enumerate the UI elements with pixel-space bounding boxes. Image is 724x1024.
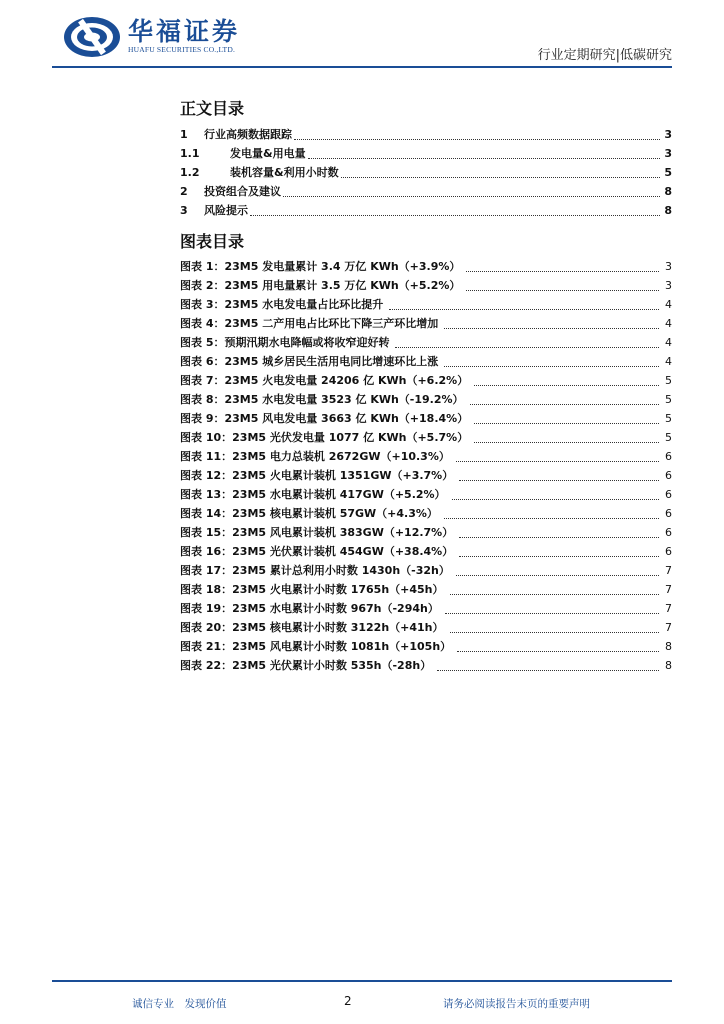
figure-list-item[interactable]	[180, 276, 672, 295]
figure-list-item[interactable]	[180, 485, 672, 504]
figure-list-item[interactable]	[180, 599, 672, 618]
dot-leader	[474, 441, 659, 443]
toc-item-number: 2	[180, 185, 188, 198]
dot-leader	[459, 479, 659, 481]
dot-leader	[445, 612, 659, 614]
figure-item-page: 6	[665, 545, 672, 558]
figure-item-page: 4	[665, 317, 672, 330]
footer-slogan: 诚信专业 发现价值	[132, 998, 227, 1010]
dot-leader	[459, 555, 659, 557]
figure-item-page: 6	[665, 507, 672, 520]
figures-heading: 图表目录	[180, 232, 245, 251]
brand-name: 华福证券	[128, 17, 241, 46]
toc-item-page: 3	[664, 128, 672, 141]
page-number: 2	[344, 994, 352, 1008]
figure-item-title: 图表 22：23M5 光伏累计小时数 535h（-28h）	[180, 659, 432, 672]
dot-leader	[466, 270, 659, 272]
figure-item-title: 图表 4：23M5 二产用电占比环比下降三产环比增加	[180, 317, 439, 330]
figure-list-item[interactable]	[180, 523, 672, 542]
figure-list-item[interactable]	[180, 333, 672, 352]
figure-item-title: 图表 21：23M5 风电累计小时数 1081h（+105h）	[180, 640, 452, 653]
figure-list-item[interactable]	[180, 542, 672, 561]
figure-list-item[interactable]	[180, 428, 672, 447]
figure-item-title: 图表 1：23M5 发电量累计 3.4 万亿 KWh（+3.9%）	[180, 260, 461, 273]
toc-item-number: 1.2	[180, 166, 200, 179]
dot-leader	[474, 422, 659, 424]
toc-item-title: 装机容量&利用小时数	[230, 166, 339, 179]
contents-list	[180, 125, 672, 220]
huafu-logo-icon	[62, 14, 122, 60]
figure-item-title: 图表 10：23M5 光伏发电量 1077 亿 KWh（+5.7%）	[180, 431, 469, 444]
figure-list-item[interactable]	[180, 257, 672, 276]
dot-leader	[474, 384, 659, 386]
dot-leader	[294, 138, 660, 140]
dot-leader	[341, 176, 660, 178]
dot-leader	[459, 536, 659, 538]
dot-leader	[308, 157, 660, 159]
figure-item-title: 图表 11：23M5 电力总装机 2672GW（+10.3%）	[180, 450, 450, 463]
figure-item-page: 3	[665, 279, 672, 292]
page-header	[0, 0, 724, 70]
toc-item-page: 3	[664, 147, 672, 160]
figure-list-item[interactable]	[180, 371, 672, 390]
figure-item-title: 图表 5：预期汛期水电降幅或将收窄迎好转	[180, 336, 390, 349]
figure-item-title: 图表 8：23M5 水电发电量 3523 亿 KWh（-19.2%）	[180, 393, 464, 406]
figure-list-item[interactable]	[180, 637, 672, 656]
report-type: 行业定期研究|低碳研究	[537, 48, 672, 63]
figure-list-item[interactable]	[180, 656, 672, 675]
toc-item-title: 发电量&用电量	[230, 147, 306, 160]
figure-item-title: 图表 19：23M5 水电累计小时数 967h（-294h）	[180, 602, 439, 615]
toc-item-title: 行业高频数据跟踪	[204, 128, 292, 141]
toc-item[interactable]	[180, 144, 672, 163]
dot-leader	[456, 574, 659, 576]
dot-leader	[437, 669, 659, 671]
dot-leader	[250, 214, 660, 216]
figure-item-title: 图表 15：23M5 风电累计装机 383GW（+12.7%）	[180, 526, 454, 539]
figure-item-page: 6	[665, 488, 672, 501]
footer-disclaimer: 请务必阅读报告末页的重要声明	[443, 998, 590, 1010]
dot-leader	[457, 650, 659, 652]
figure-item-title: 图表 16：23M5 光伏累计装机 454GW（+38.4%）	[180, 545, 454, 558]
toc-item[interactable]	[180, 201, 672, 220]
figure-item-page: 7	[665, 564, 672, 577]
figure-list-item[interactable]	[180, 409, 672, 428]
figure-item-page: 6	[665, 469, 672, 482]
figure-item-page: 5	[665, 393, 672, 406]
figure-list-item[interactable]	[180, 618, 672, 637]
toc-item-page: 8	[664, 204, 672, 217]
figure-list-item[interactable]	[180, 561, 672, 580]
figure-item-page: 3	[665, 260, 672, 273]
figure-item-page: 7	[665, 583, 672, 596]
brand-english-name: HUAFU SECURITIES CO.,LTD.	[128, 45, 236, 54]
figure-item-title: 图表 13：23M5 水电累计装机 417GW（+5.2%）	[180, 488, 446, 501]
figure-item-title: 图表 7：23M5 火电发电量 24206 亿 KWh（+6.2%）	[180, 374, 469, 387]
toc-item[interactable]	[180, 125, 672, 144]
figure-item-title: 图表 3：23M5 水电发电量占比环比提升	[180, 298, 384, 311]
dot-leader	[450, 593, 659, 595]
figure-list-item[interactable]	[180, 390, 672, 409]
toc-item-number: 1	[180, 128, 188, 141]
figure-item-page: 8	[665, 659, 672, 672]
figures-list	[180, 257, 672, 675]
figure-item-title: 图表 18：23M5 火电累计小时数 1765h（+45h）	[180, 583, 444, 596]
toc-item[interactable]	[180, 182, 672, 201]
figure-item-title: 图表 9：23M5 风电发电量 3663 亿 KWh（+18.4%）	[180, 412, 469, 425]
toc-item-number: 3	[180, 204, 188, 217]
figure-item-title: 图表 2：23M5 用电量累计 3.5 万亿 KWh（+5.2%）	[180, 279, 461, 292]
footer-divider	[52, 980, 672, 982]
figure-list-item[interactable]	[180, 580, 672, 599]
dot-leader	[452, 498, 659, 500]
toc-item[interactable]	[180, 163, 672, 182]
figure-item-page: 6	[665, 526, 672, 539]
figure-list-item[interactable]	[180, 314, 672, 333]
dot-leader	[444, 327, 659, 329]
figure-list-item[interactable]	[180, 447, 672, 466]
figure-item-title: 图表 17：23M5 累计总利用小时数 1430h（-32h）	[180, 564, 450, 577]
figure-item-title: 图表 6：23M5 城乡居民生活用电同比增速环比上涨	[180, 355, 439, 368]
figure-item-page: 4	[665, 298, 672, 311]
dot-leader	[444, 365, 659, 367]
dot-leader	[470, 403, 659, 405]
figure-item-page: 6	[665, 450, 672, 463]
figure-item-title: 图表 14：23M5 核电累计装机 57GW（+4.3%）	[180, 507, 438, 520]
figure-list-item[interactable]	[180, 504, 672, 523]
dot-leader	[283, 195, 660, 197]
toc-item-title: 投资组合及建议	[204, 185, 281, 198]
dot-leader	[395, 346, 659, 348]
toc-item-page: 8	[664, 185, 672, 198]
header-divider	[52, 66, 672, 68]
dot-leader	[466, 289, 659, 291]
dot-leader	[450, 631, 659, 633]
figure-item-title: 图表 20：23M5 核电累计小时数 3122h（+41h）	[180, 621, 444, 634]
figure-item-title: 图表 12：23M5 火电累计装机 1351GW（+3.7%）	[180, 469, 454, 482]
figure-item-page: 5	[665, 374, 672, 387]
figure-list-item[interactable]	[180, 295, 672, 314]
toc-item-title: 风险提示	[204, 204, 248, 217]
figure-item-page: 5	[665, 412, 672, 425]
figure-list-item[interactable]	[180, 466, 672, 485]
figure-item-page: 5	[665, 431, 672, 444]
toc-item-page: 5	[664, 166, 672, 179]
dot-leader	[456, 460, 659, 462]
dot-leader	[389, 308, 659, 310]
dot-leader	[444, 517, 659, 519]
contents-heading: 正文目录	[180, 99, 245, 118]
figure-item-page: 4	[665, 355, 672, 368]
toc-item-number: 1.1	[180, 147, 200, 160]
figure-item-page: 4	[665, 336, 672, 349]
figure-item-page: 8	[665, 640, 672, 653]
figure-list-item[interactable]	[180, 352, 672, 371]
figure-item-page: 7	[665, 602, 672, 615]
figure-item-page: 7	[665, 621, 672, 634]
